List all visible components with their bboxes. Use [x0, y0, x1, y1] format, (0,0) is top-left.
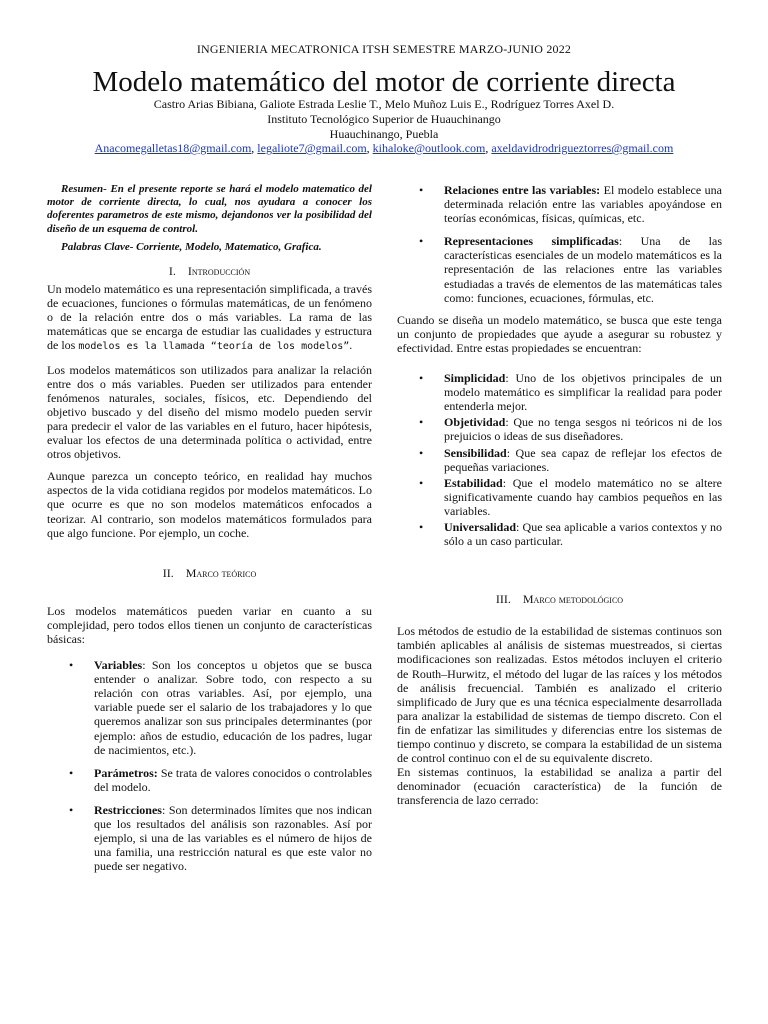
paragraph: Los métodos de estudio de la estabilidad de sistemas continuos son también aplicables al análisis de sistemas muestreados, si ciertas modificaciones son realizadas. Estos métodos incluyen el criterio de Routh–Hurwitz, el método del lugar de las raíces y los métodos de análisis frecuencial. También es analizado el criterio simplificado de Jury que es una técnica especialmente desarrollada para analizar la estabilidad de sistemas de tiempo discreto. Con el fin de enfatizar las similitudes y diferencias entre los sistemas de tiempo continuo y discreto, se compara la estabilidad de un sistema de control continuo con el de su equivalente discreto.	[397, 624, 722, 766]
section-heading: III. Marco metodológico	[495, 592, 624, 607]
paragraph: Los modelos matemáticos pueden variar en cuanto a su complejidad, pero todos ellos tienen un conjunto de características básicas:	[47, 603, 372, 646]
bullet-icon: •	[69, 802, 74, 817]
bullet-icon: •	[419, 183, 424, 197]
list-item: • Parámetros: Se trata de valores conocidos o controlables del modelo.	[69, 765, 372, 794]
bullet-icon: •	[419, 415, 424, 430]
bullet-icon: •	[419, 475, 424, 490]
section-heading: II. Marco teórico	[162, 565, 257, 580]
email-list: Anacomegalletas18@gmail.com, legaliote7@gmail.com, kihaloke@outlook.com, axeldavidrodrigueztorres@gmail.com	[94, 141, 674, 155]
running-header: INGENIERIA MECATRONICA ITSH SEMESTRE MARZO-JUNIO 2022	[196, 42, 572, 56]
institution: Instituto Tecnológico Superior de Huauchinango	[267, 112, 501, 126]
list-item: • Representaciones simplificadas: Una de las características esenciales de un modelo matemáticos es la representación de las relaciones entre las variables estudiadas a través de elementos de las matemáticas tales como: funciones, ecuaciones, fórmulas, etc.	[419, 234, 722, 305]
list-item: • Relaciones entre las variables: El modelo establece una determinada relación entre las variables apoyándose en teorías económicas, físicas, químicas, etc.	[419, 183, 722, 226]
bullet-icon: •	[419, 371, 424, 386]
paragraph: En sistemas continuos, la estabilidad se analiza a partir del denominador (ecuación característica) de la función de transferencia de lazo cerrado:	[397, 765, 722, 808]
bullet-icon: •	[69, 658, 74, 673]
paragraph: Aunque parezca un concepto teórico, en realidad hay muchos aspectos de la vida cotidiana regidos por modelos matemáticos. Lo que ocurre es que no son modelos matemáticos enfocados a teorizar. Al contrario, son modelos matemáticos formulados para que algo funcione. Por ejemplo, un coche.	[47, 469, 372, 540]
section-heading: I. Introducción	[168, 264, 251, 279]
list-item: • Universalidad: Que sea aplicable a varios contextos y no sólo a un caso particular.	[419, 519, 722, 549]
email-link[interactable]: Anacomegalletas18@gmail.com	[94, 141, 252, 155]
email-link[interactable]: kihaloke@outlook.com	[372, 141, 486, 155]
list-item: • Objetividad: Que no tenga sesgos ni teóricos ni de los prejuicios o ideas de sus diseñadores.	[419, 415, 722, 444]
list-item: • Variables: Son los conceptos u objetos que se busca entender o analizar. Sobre todo, con respecto a su relación con otras variables. Así, por ejemplo, una variable puede ser el salario de los trabajadores y lo que queremos analizar son sus principales determinantes (por ejemplo: años de estudio, educación de los padres, lugar de nacimientos, etc.).	[69, 658, 372, 757]
bullet-icon: •	[419, 234, 424, 249]
bullet-icon: •	[419, 519, 424, 534]
properties-list	[397, 371, 722, 548]
list-item: • Restricciones: Son determinados límites que nos indican que los resultados del análisis son razonables. Así por ejemplo, si una de las variables es el número de hijos de una familia, una restricción natural es que este valor no puede ser negativo.	[69, 802, 372, 874]
characteristics-list	[47, 658, 372, 873]
bullet-icon: •	[69, 765, 74, 780]
email-link[interactable]: axeldavidrodrigueztorres@gmail.com	[491, 141, 674, 155]
email-link[interactable]: legaliote7@gmail.com	[257, 141, 367, 155]
paragraph: Cuando se diseña un modelo matemático, se busca que este tenga un conjunto de propiedades que ayude a asegurar su robustez y efectividad. Entre estas propiedades se encuentran:	[397, 312, 722, 355]
left-column	[47, 183, 372, 873]
author-names: Castro Arias Bibiana, Galiote Estrada Leslie T., Melo Muñoz Luis E., Rodríguez Torres Axel D.	[153, 97, 615, 111]
list-item: • Estabilidad: Que el modelo matemático no se altere significativamente cuando hay cambios pequeños en las variables.	[419, 475, 722, 518]
author-block	[0, 97, 768, 142]
right-column	[397, 183, 722, 807]
keywords: Palabras Clave- Corriente, Modelo, Matematico, Grafica.	[61, 240, 322, 253]
paper-title: Modelo matemático del motor de corriente directa	[92, 66, 676, 98]
paragraph: Un modelo matemático es una representación simplificada, a través de ecuaciones, funciones o fórmulas matemáticas, de un fenómeno o de la relación entre dos o más variables. La rama de las matemáticas que se encarga de estudiar las cualidades y estructura de los modelos es la llamada “teoría de los modelos”.	[47, 282, 372, 353]
list-item: • Sensibilidad: Que sea capaz de reflejar los efectos de pequeñas variaciones.	[419, 445, 722, 474]
list-item: • Simplicidad: Uno de los objetivos principales de un modelo matemático es simplificar la realidad para poder entenderla mejor.	[419, 371, 722, 414]
paragraph: Los modelos matemáticos son utilizados para analizar la relación entre dos o más variables. Pueden ser utilizados para entender fenómenos naturales, sociales, físicos, etc. Dependiendo del objetivo buscado y del diseño del mismo modelo pueden servir para predecir el valor de las variables en el futuro, hacer hipótesis, evaluar los efectos de una determinada política o actividad, entre otros objetivos.	[47, 362, 372, 462]
bullet-icon: •	[419, 445, 424, 460]
characteristics-list-continued	[397, 183, 722, 305]
location: Huauchinango, Puebla	[329, 127, 439, 141]
abstract: Resumen- En el presente reporte se hará el modelo matematico del motor de corriente directa, lo cual, nos ayudara a conocer los doferentes parametros de este mismo, dejandonos ver la posibilidad del diseño de un esquema de control.	[47, 183, 372, 235]
